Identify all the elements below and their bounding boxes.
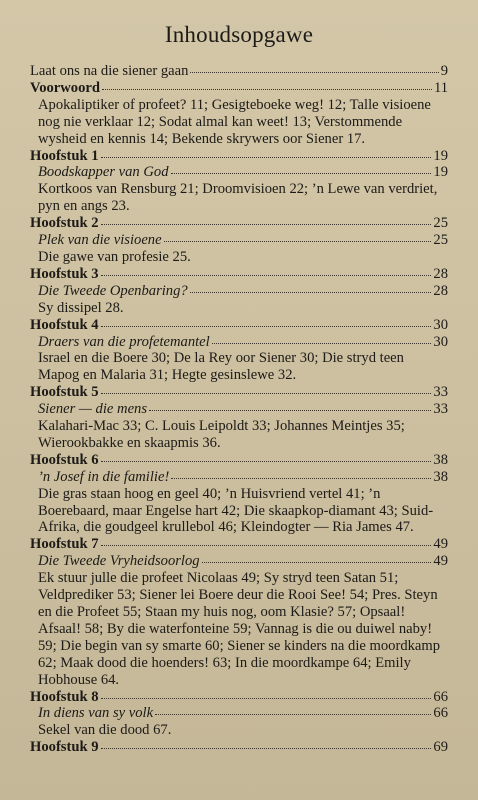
toc-chapter-entry: [30, 452, 448, 469]
toc-entry-label: Hoofstuk 1: [30, 147, 99, 164]
toc-section-list: Die gras staan hoog en geel 40; ’n Huisvriend vertel 41; ’n Boerebaard, maar Engelse hart 42; Die skaapkop-diamant 43; Suid-Afrika, die goudgeel krullebol 46; Kleindogter — Ria James 47.: [38, 485, 434, 536]
dot-leader: [202, 562, 432, 563]
toc-entry-label: Die Tweede Openbaring?: [38, 282, 188, 299]
dot-leader: [101, 698, 432, 699]
dot-leader: [101, 461, 432, 462]
toc-section-list: Israel en die Boere 30; De la Rey oor Siener 30; Die stryd teen Mapog en Malaria 31; Hegte gesinslewe 32.: [38, 350, 404, 384]
toc-chapter-title: [30, 553, 448, 570]
toc-page-number: 33: [433, 384, 448, 401]
toc-entry-label: Hoofstuk 7: [30, 536, 99, 553]
dot-leader: [171, 478, 431, 479]
toc-page-number: 28: [433, 282, 448, 299]
toc-entry-label: Hoofstuk 4: [30, 316, 99, 333]
dot-leader: [101, 224, 432, 225]
toc-page-number: 69: [433, 739, 448, 756]
toc-entry-label: Hoofstuk 9: [30, 739, 99, 756]
toc-entry-label: Die Tweede Vryheidsoorlog: [38, 553, 200, 570]
toc-chapter-entry: [30, 739, 448, 756]
toc-entry-label: Hoofstuk 8: [30, 688, 99, 705]
toc-page-number: 11: [433, 79, 448, 96]
toc-chapter-title: [30, 469, 448, 486]
toc-chapter-entry: [30, 80, 448, 97]
toc-chapter-title: [30, 334, 448, 351]
toc-section-list: Kalahari-Mac 33; C. Louis Leipoldt 33; Johannes Meintjes 35; Wierookbakke en skaapmis 36.: [38, 418, 405, 451]
toc-section-list: Sy dissipel 28.: [38, 299, 124, 316]
dot-leader: [101, 157, 432, 158]
dot-leader: [190, 72, 438, 73]
toc-entry-label: Hoofstuk 3: [30, 265, 99, 282]
toc-section-list: Apokaliptiker of profeet? 11; Gesigteboeke weg! 12; Talle visioene nog nie verklaar 12; Sodat almal kan weet! 13; Verstommende wysheid en kennis 14; Bekende skrywers oor Siener 17.: [38, 96, 431, 147]
toc-chapter-entry: [30, 215, 448, 232]
toc-chapter-title: [30, 283, 448, 300]
toc-entry-label: Voorwoord: [30, 79, 100, 96]
dot-leader: [101, 393, 432, 394]
table-of-contents: [30, 63, 448, 756]
dot-leader: [101, 275, 432, 276]
toc-chapter-title: [30, 232, 448, 249]
page-title: Inhoudsopgawe: [164, 22, 314, 47]
dot-leader: [164, 241, 432, 242]
toc-entry-label: In diens van sy volk: [38, 705, 154, 722]
toc-page-number: 19: [433, 164, 448, 181]
toc-page-number: 19: [433, 147, 448, 164]
toc-chapter-entry: [30, 384, 448, 401]
toc-section-list: Ek stuur julle die profeet Nicolaas 49; Sy stryd teen Satan 51; Veldprediker 53; Siener lei Boere deur die Rooi See! 54; Pres. Steyn en die Profeet 55; Staan my huis nog, oom Klasie? 57; Opsaal! Afsaal! 58; By die waterfonteine 59; Vannag is die ou duiwel naby! 59; Die begin van sy smarte 60; Siener se kinders na die moordkamp 62; Maak dood die hoenders! 63; In die moordkampe 64; Emily Hobhouse 64.: [38, 570, 441, 688]
toc-page-number: 30: [433, 333, 448, 350]
toc-page-number: 49: [433, 553, 448, 570]
toc-section-list: Sekel van die dood 67.: [38, 722, 172, 739]
toc-page-number: 66: [433, 688, 448, 705]
toc-page-number: 38: [433, 451, 448, 468]
toc-page-number: 9: [440, 63, 448, 79]
toc-entry: [30, 63, 448, 80]
dot-leader: [212, 343, 432, 344]
dot-leader: [155, 714, 431, 715]
toc-chapter-title: [30, 164, 448, 181]
toc-entry-label: Plek van die visioene: [38, 232, 162, 249]
toc-chapter-entry: [30, 536, 448, 553]
toc-page-number: 30: [433, 316, 448, 333]
toc-chapter-entry: [30, 266, 448, 283]
toc-page-number: 38: [433, 468, 448, 485]
toc-page-number: 25: [433, 232, 448, 249]
toc-chapter-title: [30, 401, 448, 418]
dot-leader: [171, 173, 432, 174]
toc-chapter-entry: [30, 317, 448, 334]
dot-leader: [190, 292, 432, 293]
toc-chapter-title: [30, 705, 448, 722]
toc-entry-label: Hoofstuk 5: [30, 384, 99, 401]
toc-entry-label: Hoofstuk 2: [30, 215, 99, 232]
toc-entry-label: ’n Josef in die familie!: [38, 468, 170, 485]
toc-page-number: 66: [433, 705, 448, 722]
toc-chapter-entry: [30, 148, 448, 165]
toc-section-list: Kortkoos van Rensburg 21; Droomvisioen 22; ’n Lewe van verdriet, pyn en angs 23.: [38, 181, 438, 215]
toc-page-number: 28: [433, 265, 448, 282]
toc-page-number: 49: [433, 536, 448, 553]
toc-entry-label: Laat ons na die siener gaan: [30, 63, 189, 79]
toc-entry-label: Hoofstuk 6: [30, 451, 99, 468]
dot-leader: [149, 410, 431, 411]
dot-leader: [101, 326, 432, 327]
toc-page-number: 33: [433, 401, 448, 418]
toc-section-list: Die gawe van profesie 25.: [38, 248, 191, 265]
toc-entry-label: Draers van die profetemantel: [38, 333, 210, 350]
toc-entry-label: Siener — die mens: [38, 401, 148, 418]
dot-leader: [101, 748, 432, 749]
toc-chapter-entry: [30, 689, 448, 706]
toc-page-number: 25: [433, 215, 448, 232]
dot-leader: [102, 89, 432, 90]
toc-entry-label: Boodskapper van God: [38, 164, 169, 181]
dot-leader: [101, 545, 432, 546]
